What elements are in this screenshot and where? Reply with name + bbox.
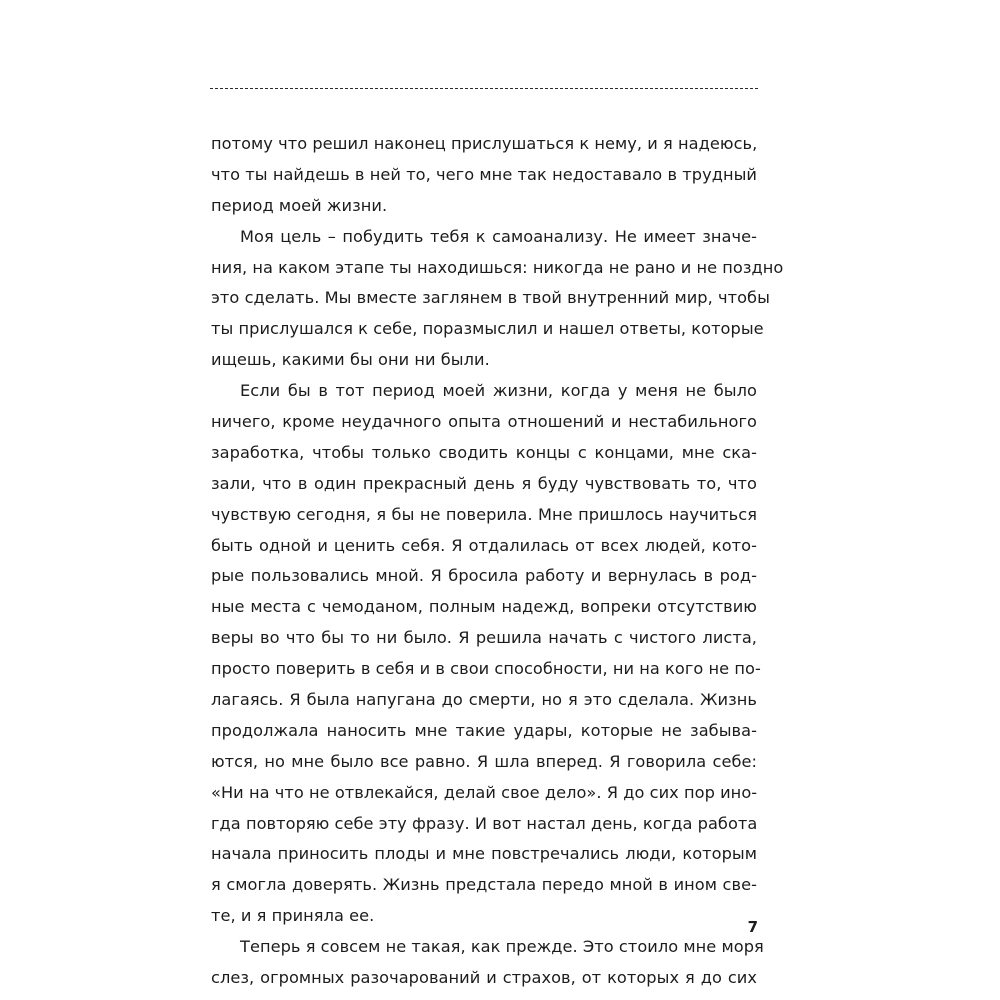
text-line: веры во что бы то ни было. Я решила начать с чистого листа, xyxy=(211,628,757,648)
text-line: это сделать. Мы вместе заглянем в твой внутренний мир, чтобы xyxy=(211,288,770,308)
text-line: ничего, кроме неудачного опыта отношений и нестабильного xyxy=(211,412,757,432)
text-line: ищешь, какими бы они ни были. xyxy=(211,350,490,370)
text-line: ния, на каком этапе ты находишься: никогда не рано и не поздно xyxy=(211,257,784,277)
text-line: лагаясь. Я была напугана до смерти, но я это сделала. Жизнь xyxy=(211,690,757,710)
text-line: быть одной и ценить себя. Я отдалилась от всех людей, кото- xyxy=(211,535,757,555)
text-line: продолжала наносить мне такие удары, которые не забыва- xyxy=(211,720,757,740)
text-line: Если бы в тот период моей жизни, когда у меня не было xyxy=(240,381,757,401)
text-line: ные места с чемоданом, полным надежд, вопреки отсутствию xyxy=(211,597,757,617)
text-line: я смогла доверять. Жизнь предстала передо мной в ином све- xyxy=(211,875,757,895)
text-line: просто поверить в себя и в свои способности, ни на кого не по- xyxy=(211,659,761,679)
text-line: период моей жизни. xyxy=(211,195,388,215)
text-line: те, и я приняла ее. xyxy=(211,906,375,926)
text-line: ются, но мне было все равно. Я шла вперед. Я говорила себе: xyxy=(211,751,757,771)
text-line: ты прислушался к себе, поразмыслил и нашел ответы, которые xyxy=(211,319,764,339)
text-line: заработка, чтобы только сводить концы с концами, мне ска- xyxy=(211,442,757,462)
text-line: гда повторяю себе эту фразу. И вот настал день, когда работа xyxy=(211,813,758,833)
text-line: рые пользовались мной. Я бросила работу и вернулась в род- xyxy=(211,566,757,586)
body-text xyxy=(211,129,784,994)
page-number: 7 xyxy=(747,918,758,936)
text-line: слез, огромных разочарований и страхов, от которых я до сих xyxy=(211,968,757,988)
text-line: потому что решил наконец прислушаться к нему, и я надеюсь, xyxy=(211,134,758,153)
text-line: Теперь я совсем не такая, как прежде. Это стоило мне моря xyxy=(240,937,764,957)
text-line: чувствую сегодня, я бы не поверила. Мне пришлось научиться xyxy=(211,504,757,524)
text-line: Моя цель – побудить тебя к самоанализу. Не имеет значе- xyxy=(240,226,757,246)
text-line: зали, что в один прекрасный день я буду чувствовать то, что xyxy=(211,473,757,493)
text-line: что ты найдешь в ней то, чего мне так недоставало в трудный xyxy=(211,164,757,184)
text-line: «Ни на что не отвлекайся, делай свое дело». Я до сих пор ино- xyxy=(211,782,758,802)
header-dashed-rule xyxy=(210,88,758,89)
text-line: начала приносить плоды и мне повстречались люди, которым xyxy=(211,844,757,864)
